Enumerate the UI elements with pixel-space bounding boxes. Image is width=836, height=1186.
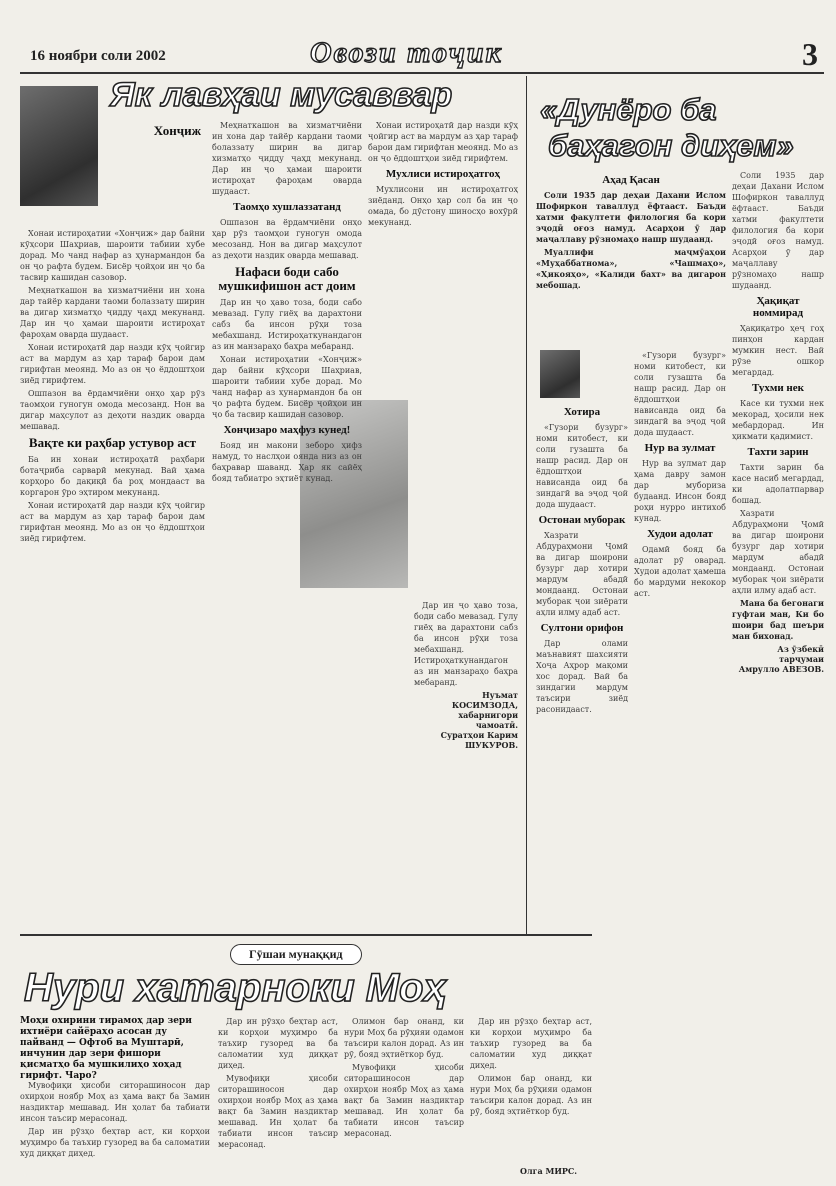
section-heading-taxti: Тахти зарин bbox=[747, 446, 809, 458]
article3-column-3 bbox=[344, 1016, 464, 1180]
article1-paragraph: Ошпазон ва ёрдамчиёни онҳо ҳар рӯз таомҳои гуногун омода месозанд. Нон ва дигар маҳсулот аз деҳоти наздик оварда мешавад. bbox=[212, 218, 362, 260]
article2-column-3 bbox=[732, 170, 824, 1170]
article2-paragraph: «Гузори бузург» номи китобест, ки соли гузашта ба нашр расид. Дар он ёддоштҳои нависанда оид ба зиндагӣ ва эҷод ҷой дода шудааст. bbox=[634, 351, 726, 437]
issue-date: 16 ноябри соли 2002 bbox=[30, 48, 166, 64]
section-heading-taomho: Таомҳо хушлаззатанд bbox=[233, 201, 341, 213]
rubric-banner bbox=[20, 940, 592, 966]
article1-column-2 bbox=[212, 120, 362, 928]
article2-bio: Соли 1935 дар деҳаи Дахани Ислом Шофиркон таваллуд ёфтааст. Баъди хатми факултети филология ба кори эҷодӣ оғоз намуд. Асарҳои ӯ дар маҷаллаву рӯзномаҳо нашр шудаанд. bbox=[536, 190, 726, 244]
article1-paragraph: Хонаи истироҳатӣ дар назди кӯҳ ҷойгир аст ва мардум аз ҳар тараф барои дам гирифтан меоянд. Мо аз он ҷо ёддоштҳои зиёд гирифтем. bbox=[20, 501, 205, 543]
article3-paragraph: Дар ин рӯзҳо беҳтар аст, ки корҳои муҳимро ба таъхир гузоред ва ба саломатии худ диққат диҳед. bbox=[20, 1127, 210, 1158]
article3-paragraph: Олимон бар онанд, ки нури Моҳ ба рӯҳияи одамон таъсири калон дорад. Аз ин рӯ, бояд эҳтиёткор буд. bbox=[344, 1017, 464, 1059]
article2-title-line2: баҳагон диҳем» bbox=[548, 128, 794, 163]
article1-paragraph: Ошпазон ва ёрдамчиёни онҳо ҳар рӯз таомҳои гуногун омода месозанд. Нон ва дигар маҳсулот аз деҳоти наздик оварда мешавад. bbox=[20, 389, 205, 431]
author-signature: Нуъмат КОСИМЗОДА, bbox=[451, 690, 518, 710]
section-heading-muhlisi: Мухлиси истироҳатгоҳ bbox=[385, 168, 501, 180]
article3-paragraph: Мувофиқи ҳисоби ситорашиносон дар охирҳои ноябр Моҳ аз ҳама вақт ба Замин наздиктар мешавад. Ин ҳолат ба табиати инсон таъсир мерасонад. bbox=[20, 1081, 210, 1123]
article2-paragraph: Тахти зарин ба касе насиб мегардад, ки адолатпарвар бошад. bbox=[732, 463, 824, 505]
translator-role: Аз ӯзбекӣ тарҷумаи bbox=[777, 644, 824, 664]
article1-paragraph: Хонаи истироҳатии «Хонҷиж» дар байни кӯҳсори Шаҳриав, шароити табиии хубе дорад. Мо чанд нафар аз ҳунармандон ба он ҷо рафта будем. Бисёр ҷойҳои ин ҷо ба тасвир кашидан сазовор. bbox=[212, 355, 362, 419]
article3-paragraph: Дар ин рӯзҳо беҳтар аст, ки корҳои муҳимро ба таъхир гузоред ва ба саломатии худ диққат диҳед. bbox=[218, 1017, 338, 1070]
closing-verse: Мана ба бегонаги гуфтаи ман, Ки бо шоири бад шеъри ман бихонад. bbox=[732, 598, 824, 641]
section-heading-hotira: Хотира bbox=[563, 406, 601, 418]
article1-paragraph: Хонаи истироҳатӣ дар назди кӯҳ ҷойгир аст ва мардум аз ҳар тараф барои дам гирифтан меоянд. Мо аз он ҷо ёддоштҳои зиёд гирифтем. bbox=[368, 121, 518, 163]
article3-column-1 bbox=[20, 1080, 210, 1180]
article2-subtitle: Аҳад Қасан bbox=[602, 174, 660, 186]
masthead: Овози тоҷик bbox=[310, 36, 503, 69]
article2-bio: Муаллифи маҷмӯаҳои «Муҳаббатнома», «Чашмаҳо», «Ҳикояҳо», «Калиди бахт» ва дигарон мебошад. bbox=[536, 247, 726, 290]
article1-paragraph: Ба ин хонаи истироҳатӣ раҳбари ботаҷриба сарварӣ мекунад. Вай ҳама корҳоро бо дақиқӣ ба роҳ мондааст ва коргарон ӯро эҳтиром мекунанд. bbox=[20, 455, 205, 497]
section-heading-tuhm: Тухми нек bbox=[752, 382, 804, 394]
article2-paragraph: «Гузори бузург» номи китобест, ки соли гузашта ба нашр расид. Дар он ёддоштҳои нависанда оид ба зиндагӣ ва эҷод ҷой дода шудааст. bbox=[536, 423, 628, 509]
section-heading-hudoi: Худои адолат bbox=[647, 528, 713, 540]
article1-paragraph: Мухлисони ин истироҳатгоҳ зиёданд. Онҳо ҳар сол ба ин ҷо омада, бо дӯстону шиносҳо вохӯрӣ мекунанд. bbox=[368, 185, 518, 227]
section-heading-nafas: Нафаси боди сабо мушкифишон аст доим bbox=[218, 264, 356, 293]
article2-paragraph: Хазрати Абдураҳмони Ҷомӣ ва дигар шоирони бузург дар хотири мардум абадӣ мондаанд. Остонаи муборак ҷои зиёрати аҳли илму адаб аст. bbox=[732, 509, 824, 595]
article1-paragraph: Дар ин ҷо ҳаво тоза, боди сабо мевазад. Гулу гиёҳ ва дарахтони сабз ба инсон рӯҳи тоза мебахшанд. Истироҳаткунандагон аз ин манзараҳо баҳра мебаранд. bbox=[212, 298, 362, 351]
section-heading-haqiqat: Ҳақиқат номмирад bbox=[752, 295, 804, 319]
section-heading-ostona: Остонаи муборак bbox=[538, 514, 626, 526]
rubric-label: Гӯшаи мунаққид bbox=[230, 944, 362, 965]
article2-paragraph: Ҳақиқатро ҳеҷ гоҳ пинҳон кардан мумкин нест. Вай рӯзе ошкор мегардад. bbox=[732, 324, 824, 377]
article1-column-1 bbox=[20, 120, 205, 928]
section-heading-sultoni: Султони орифон bbox=[540, 622, 624, 634]
article2-paragraph: Соли 1935 дар деҳаи Дахани Ислом Шофиркон таваллуд ёфтааст. Баъди хатми факултети филология ба кори эҷодӣ оғоз намуд. Асарҳои ӯ дар маҷаллаву рӯзномаҳо нашр шудаанд. bbox=[732, 171, 824, 290]
column-divider bbox=[526, 76, 527, 934]
article1-paragraph: Хонаи истироҳатии «Хонҷиж» дар байни кӯҳсори Шаҳриав, шароити табиии хубе дорад. Мо чанд нафар аз ҳунармандон ба он ҷо рафта будем. Бисёр ҷойҳои ин ҷо ба тасвир кашидан сазовор. bbox=[20, 229, 205, 282]
article1-paragraph: Дар ин ҷо ҳаво тоза, боди сабо мевазад. Гулу гиёҳ ва дарахтони сабз ба инсон рӯҳи тоза мебахшанд. Истироҳаткунандагон аз ин манзараҳо баҳра мебаранд. bbox=[414, 601, 518, 687]
page-number: 3 bbox=[802, 36, 818, 72]
article3-paragraph: Мувофиқи ҳисоби ситорашиносон дар охирҳои ноябр Моҳ аз ҳама вақт ба Замин наздиктар мешавад. Ин ҳолат ба табиати инсон таъсир мерасонад. bbox=[218, 1074, 338, 1149]
article3-signature: Олга МИРС. bbox=[520, 1166, 578, 1176]
article1-paragraph: Меҳнаткашон ва хизматчиёни ин хона дар тайёр кардани таоми болаззату ширин ва дигар хизматҳо ҷидду ҷаҳд мекунанд. Дар ин ҷо ҳамаи шароити истироҳат фароҳам оварда шудааст. bbox=[20, 286, 205, 339]
section-divider bbox=[20, 934, 592, 936]
article2-intro bbox=[536, 170, 726, 346]
section-heading-nur: Нур ва зулмат bbox=[644, 442, 716, 454]
article3-paragraph: Олимон бар онанд, ки нури Моҳ ба рӯҳияи одамон таъсири калон дорад. Аз ин рӯ, бояд эҳтиёткор буд. bbox=[470, 1074, 592, 1116]
article2-paragraph: Одамӣ бояд ба адолат рӯ оварад. Худои адолат ҳамеша бо мардуми некокор аст. bbox=[634, 545, 726, 598]
page-header bbox=[20, 36, 824, 74]
article2-paragraph: Дар олами маънавият шахсияти Хоҷа Аҳрор мақоми хос дорад. Вай ба зиндагии мардум таъсири зиёд расонидааст. bbox=[536, 639, 628, 714]
article3-title: Нури хатарноки Моҳ bbox=[24, 966, 446, 1010]
article3-lead: Моҳи охирини тирамоҳ дар зери ихтиёри сайёраҳо асосан ду пайванд — Офтоб ва Муштарӣ, инчунин дар зери фишори қисматҳо ба мушкилиҳо хоҳад гирифт. Чаро? bbox=[20, 1016, 192, 1081]
article2-paragraph: Касе ки тухми нек мекорад, ҳосили нек мебардорад. Ин ҳикмати қадимист. bbox=[732, 399, 824, 441]
article1-paragraph: Бояд ин макони зеборо ҳифз намуд, то наслҳои оянда низ аз он баҳравар шаванд. Ҳар як сайёҳ бояд табиатро эҳтиёт кунад. bbox=[212, 441, 362, 483]
photo-credit: Суратҳои Карим ШУКУРОВ. bbox=[440, 730, 518, 750]
article1-subtitle: Хонҷиж bbox=[153, 123, 201, 138]
article1-title: Як лавҳаи мусаввар bbox=[110, 76, 453, 114]
article1-column-3 bbox=[368, 120, 518, 390]
article1-column-4 bbox=[414, 600, 518, 928]
author-role: хабарнигори чамоатӣ. bbox=[458, 710, 518, 730]
article2-paragraph: Нур ва зулмат дар ҳама давру замон дар мубориза будаанд. Инсон бояд роҳи нурро интихоб кунад. bbox=[634, 459, 726, 523]
section-heading-vakte: Вақте ки раҳбар устувор аст bbox=[28, 435, 197, 450]
article1-paragraph: Меҳнаткашон ва хизматчиёни ин хона дар тайёр кардани таоми болаззату ширин ва дигар хизматҳо ҷидду ҷаҳд мекунанд. Дар ин ҷо ҳамаи шароити истироҳат фароҳам оварда шудааст. bbox=[212, 121, 362, 196]
article2-column-2 bbox=[634, 350, 726, 940]
article3-paragraph: Дар ин рӯзҳо беҳтар аст, ки корҳои муҳимро ба таъхир гузоред ва ба саломатии худ диққат диҳед. bbox=[470, 1017, 592, 1070]
article2-column-1 bbox=[536, 350, 628, 940]
article3-paragraph: Мувофиқи ҳисоби ситорашиносон дар охирҳои ноябр Моҳ аз ҳама вақт ба Замин наздиктар мешавад. Ин ҳолат ба табиати инсон таъсир мерасонад. bbox=[344, 1063, 464, 1138]
section-heading-honjizaro: Хонҷизаро маҳфуз кунед! bbox=[223, 424, 351, 436]
article2-title-line1: «Дунёро ба bbox=[540, 92, 717, 127]
article3-column-2 bbox=[218, 1016, 338, 1180]
article3-column-4 bbox=[470, 1016, 592, 1166]
article1-paragraph: Хонаи истироҳатӣ дар назди кӯҳ ҷойгир аст ва мардум аз ҳар тараф барои дам гирифтан меоянд. Мо аз он ҷо ёддоштҳои зиёд гирифтем. bbox=[20, 343, 205, 385]
article2-paragraph: Хазрати Абдураҳмони Ҷомӣ ва дигар шоирони бузург дар хотири мардум абадӣ мондаанд. Остонаи муборак ҷои зиёрати аҳли илму адаб аст. bbox=[536, 531, 628, 617]
translator-name: Амрулло АВЕЗОВ. bbox=[738, 664, 824, 674]
